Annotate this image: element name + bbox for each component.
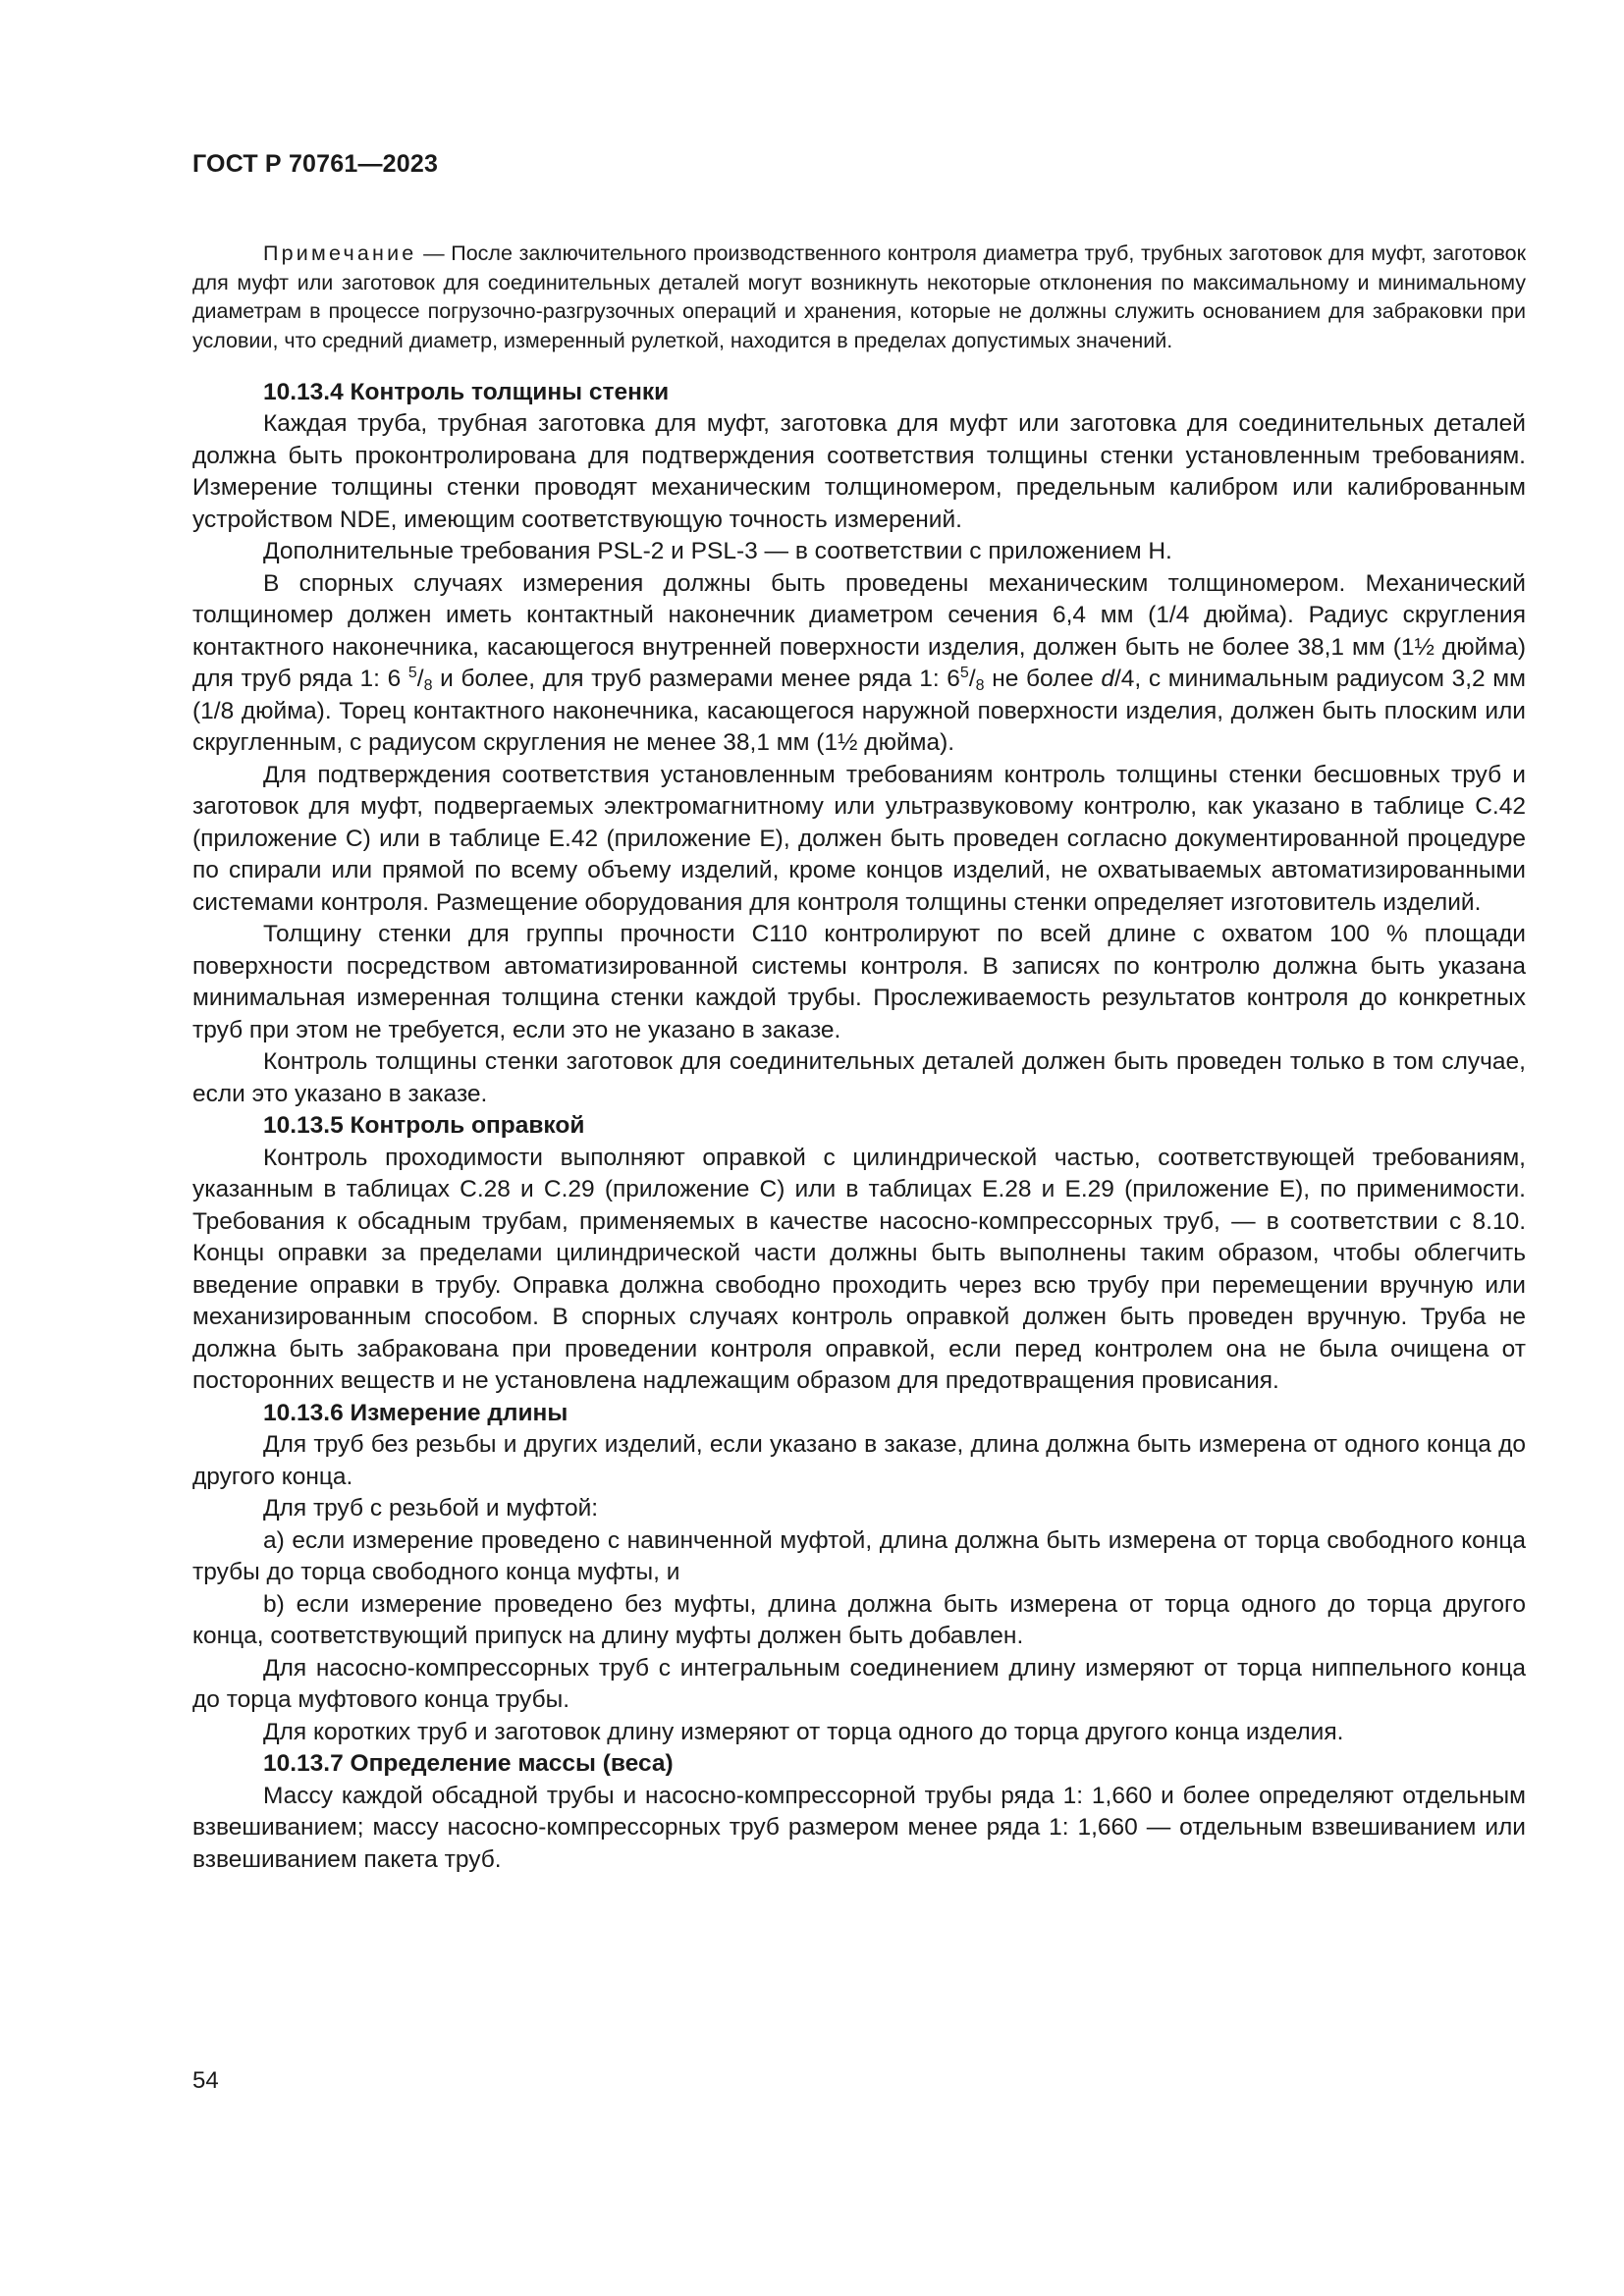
section-10-13-6-heading: 10.13.6 Измерение длины [263,1399,568,1426]
document-page [192,147,1526,1876]
paragraph: Для подтверждения соответствия установленным требованиям контроль толщины стенки бесшовных труб и заготовок для муфт, подвергаемых электромагнитному или ультразвуковому контролю, как указано в таблице C.42 (приложение C) или в таблице E.42 (приложение E), должен быть проведен согласно документированной процедуре по спирали или прямой по всему объему изделий, кроме концов изделий, не охватываемых автоматизированными системами контроля. Размещение оборудования для контроля толщины стенки определяет изготовитель изделий. [192,761,1526,916]
paragraph: Для труб с резьбой и муфтой: [263,1495,599,1522]
list-item-b: b) если измерение проведено без муфты, длина должна быть измерена от торца одного до торца другого конца, соответствующий припуск на длину муфты должен быть добавлен. [192,1590,1526,1649]
list-item-a: a) если измерение проведено с навинченной муфтой, длина должна быть измерена от торца свободного конца трубы до торца свободного конца муфты, и [192,1526,1526,1585]
paragraph: Для коротких труб и заготовок длину измеряют от торца одного до торца другого конца изделия. [263,1718,1344,1745]
note-block [192,240,1526,355]
variable-d: d [1101,666,1114,692]
paragraph: Для труб без резьбы и других изделий, если указано в заказе, длина должна быть измерена от одного конца до другого конца. [192,1431,1526,1490]
section-10-13-4-heading: 10.13.4 Контроль толщины стенки [263,378,670,405]
document-header: ГОСТ Р 70761—2023 [192,150,439,178]
fraction-numerator: 5 [959,665,969,681]
fraction-denominator: 8 [975,677,985,694]
text-run: и более, для труб размерами менее ряда 1: 6 [432,666,960,692]
page-number: 54 [192,2067,219,2094]
paragraph-with-fractions: В спорных случаях измерения должны быть проведены механическим толщиномером. Механический толщиномер должен иметь контактный наконечник диаметром сечения 6,4 мм (1/4 дюйма). Радиус скругления контактного наконечника, касающегося внутренней поверхности изделия, должен быть не более 38,1 мм (1½ дюйма) для труб ряда 1: 6 $^5/_8$ и более, для труб размерами менее ряда 1: $6^5/_8$ не более d/4, с минимальным радиусом 3,2 мм (1/8 дюйма). Торец контактного наконечника, касающегося наружной поверхности изделия, должен быть плоским или скругленным, с радиусом скругления не менее 38,1 мм (1½ дюйма). [192,569,1526,756]
note-label: Примечание [263,241,417,265]
text-run: В спорных случаях измерения должны быть проведены механическим толщиномером. Механический толщиномер должен иметь контактный наконечник диаметром сечения 6,4 мм (1/4 дюйма). Радиус скругления контактного наконечника, касающегося внутренней поверхности изделия, должен быть не более 38,1 мм (1½ дюйма) для труб ряда 1: 6 [192,569,1526,692]
text-run: не более [984,666,1102,692]
paragraph: Контроль толщины стенки заготовок для соединительных деталей должен быть проведен только в том случае, если это указано в заказе. [192,1048,1526,1107]
paragraph: Дополнительные требования PSL-2 и PSL-3 — в соответствии с приложением H. [263,538,1172,564]
text-run: /4, с минимальным радиусом 3,2 мм (1/8 дюйма). Торец контактного наконечника, касающегося наружной поверхности изделия, должен быть плоским или скругленным, с радиусом скругления не менее 38,1 мм (1½ дюйма). [192,666,1526,756]
paragraph: Массу каждой обсадной трубы и насосно-компрессорной трубы ряда 1: 1,660 и более определяют отдельным взвешиванием; массу насосно-компрессорных труб размером менее ряда 1: 1,660 — отдельным взвешиванием или взвешиванием пакета труб. [192,1782,1526,1873]
note-text: — После заключительного производственного контроля диаметра труб, трубных заготовок для муфт, заготовок для муфт или заготовок для соединительных деталей могут возникнуть некоторые отклонения по максимальному и минимальному диаметрам в процессе погрузочно-разгрузочных операций и хранения, которые не должны служить основанием для забраковки при условии, что средний диаметр, измеренный рулеткой, находится в пределах допустимых значений. [192,241,1526,352]
document-body [192,377,1526,1877]
paragraph: Контроль проходимости выполняют оправкой с цилиндрической частью, соответствующей требованиям, указанным в таблицах C.28 и C.29 (приложение C) или в таблицах E.28 и E.29 (приложение E), по применимости. Требования к обсадным трубам, применяемых в качестве насосно-компрессорных труб, — в соответствии с 8.10. Концы оправки за пределами цилиндрической части должны быть выполнены таким образом, чтобы облегчить введение оправки в трубу. Оправка должна свободно проходить через всю трубу при перемещении вручную или механизированным способом. В спорных случаях контроль оправкой должен быть проведен вручную. Труба не должна быть забракована при проведении контроля оправкой, если перед контролем она не была очищена от посторонних веществ и не установлена надлежащим образом для предотвращения провисания. [192,1144,1526,1394]
paragraph: Толщину стенки для группы прочности C110 контролируют по всей длине с охватом 100 % площади поверхности посредством автоматизированной системы контроля. В записях по контролю должна быть указана минимальная измеренная толщина стенки каждой трубы. Прослеживаемость результатов контроля до конкретных труб при этом не требуется, если это не указано в заказе. [192,921,1526,1043]
section-10-13-5-heading: 10.13.5 Контроль оправкой [263,1112,585,1139]
fraction-denominator: 8 [423,677,433,694]
fraction-numerator: 5 [407,665,417,681]
section-10-13-7-heading: 10.13.7 Определение массы (веса) [263,1750,674,1777]
paragraph: Для насосно-компрессорных труб с интегральным соединением длину измеряют от торца ниппельного конца до торца муфтового конца трубы. [192,1654,1526,1713]
paragraph: Каждая труба, трубная заготовка для муфт, заготовка для муфт или заготовка для соединительных деталей должна быть проконтролирована для подтверждения соответствия толщины стенки установленным требованиям. Измерение толщины стенки проводят механическим толщиномером, предельным калибром или калиброванным устройством NDE, имеющим соответствующую точность измерений. [192,410,1526,533]
